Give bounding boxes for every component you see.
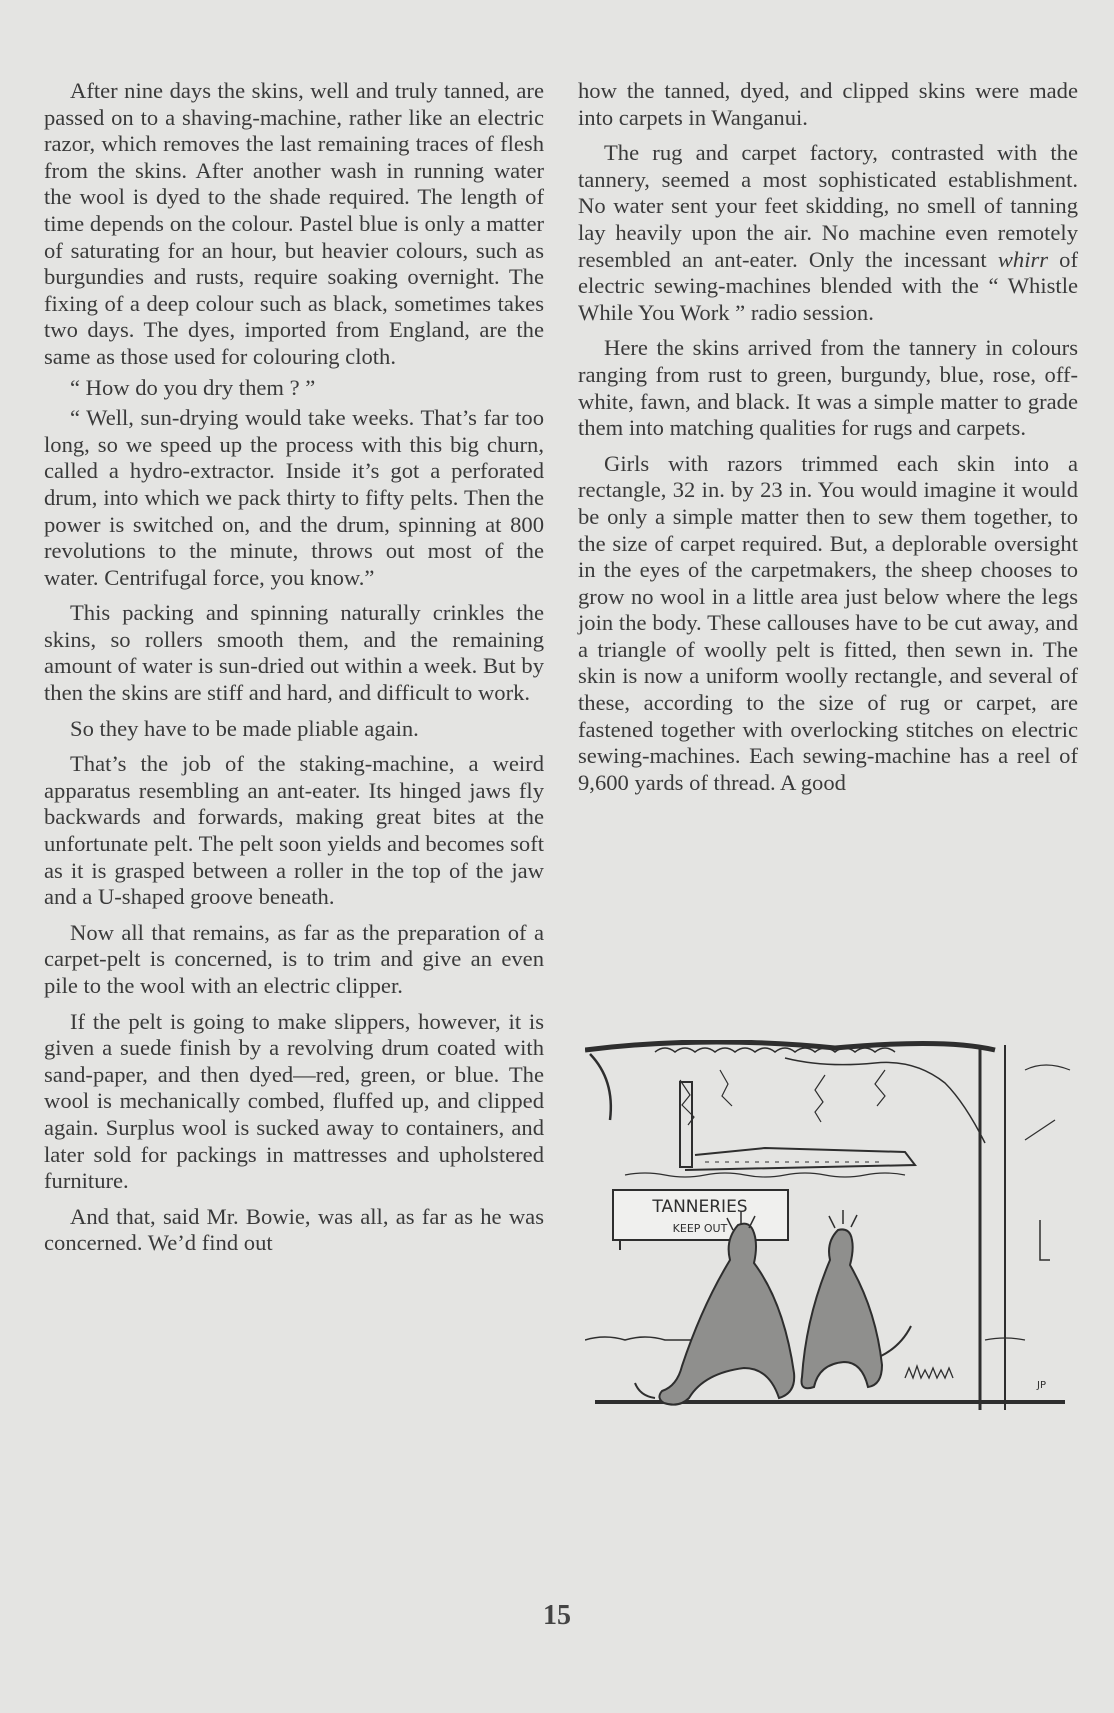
sign-text-keep-out: KEEP OUT	[672, 1222, 728, 1235]
paragraph: After nine days the skins, well and truly tanned, are passed on to a shaving-machine, rather like an electric razor, which removes the last remaining traces of flesh from the skins. After another wash in running water the wool is dyed to the shade required. The length of time depends on the colour. Pastel blue is only a matter of saturating for an hour, but heavier colours, such as burgundies and rusts, require soaking overnight. The fixing of a deep colour such as black, sometimes takes two days. The dyes, imported from England, are the same as those used for colouring cloth.	[44, 78, 544, 369]
right-column	[578, 78, 1078, 805]
paragraph: Here the skins arrived from the tannery in colours ranging from rust to green, burgundy, blue, rose, off-white, fawn, and black. It was a simple matter to grade them into matching qualities for rugs and carpets.	[578, 335, 1078, 441]
paragraph: “ Well, sun-drying would take weeks. That’s far too long, so we speed up the process with this big churn, called a hydro-extractor. Inside it’s got a perforated drum, into which we pack thirty to fifty pelts. Then the power is switched on, and the drum, spinning at 800 revolutions to the minute, throws out most of the water. Centrifugal force, you know.”	[44, 405, 544, 590]
sign-text-tanneries: TANNERIES	[652, 1197, 748, 1217]
paragraph: So they have to be made pliable again.	[70, 715, 419, 741]
paragraph: Now all that remains, as far as the preparation of a carpet-pelt is concerned, is to trim and give an even pile to the wool with an electric clipper.	[44, 919, 544, 998]
left-column	[44, 78, 544, 1266]
paragraph: how the tanned, dyed, and clipped skins were made into carpets in Wanganui.	[578, 78, 1078, 130]
paragraph: “ How do you dry them ? ”	[70, 374, 316, 400]
paragraph: And that, said Mr. Bowie, was all, as far as he was concerned. We’d find out	[44, 1203, 544, 1256]
paragraph: The rug and carpet factory, contrasted with the tannery, seemed a most sophisticated establishment. No water sent your feet skidding, no smell of tanning lay heavily upon the air. No machine even remotely resembled an ant-eater. Only the incessant whirr of electric sewing-machines blended with the “ Whistle While You Work ” radio session.	[578, 140, 1078, 325]
artist-signature: JP	[1037, 1380, 1046, 1391]
cartoon-illustration	[585, 1040, 1080, 1410]
paragraph: This packing and spinning naturally crinkles the skins, so rollers smooth them, and the remaining amount of water is sun-dried out within a week. But by then the skins are stiff and hard, and difficult to work.	[44, 600, 544, 706]
paragraph: Girls with razors trimmed each skin into a rectangle, 32 in. by 23 in. You would imagine it would be only a simple matter then to sew them together, to the size of carpet required. But, a deplorable oversight in the eyes of the carpetmakers, the sheep chooses to grow no wool in a little area just below where the legs join the body. These callouses have to be cut away, and a triangle of woolly pelt is fitted, then sewn in. The skin is now a uniform woolly rectangle, and several of these, according to the size of rug or carpet, are fastened together with overlocking stitches on electric sewing-machines. Each sewing-machine has a reel of 9,600 yards of thread. A good	[578, 450, 1078, 795]
paragraph: That’s the job of the staking-machine, a weird apparatus resembling an ant-eater. Its hinged jaws fly backwards and forwards, making great bites at the unfortunate pelt. The pelt soon yields and becomes soft as it is grasped between a roller in the top of the jaw and a U-shaped groove beneath.	[44, 751, 544, 910]
paragraph: If the pelt is going to make slippers, however, it is given a suede finish by a revolving drum coated with sand-paper, and then dyed—red, green, or blue. The wool is mechanically combed, fluffed up, and clipped again. Surplus wool is sucked away to containers, and later sold for packings in mattresses and upholstered furniture.	[44, 1008, 544, 1194]
page-number: 15	[543, 1600, 571, 1631]
